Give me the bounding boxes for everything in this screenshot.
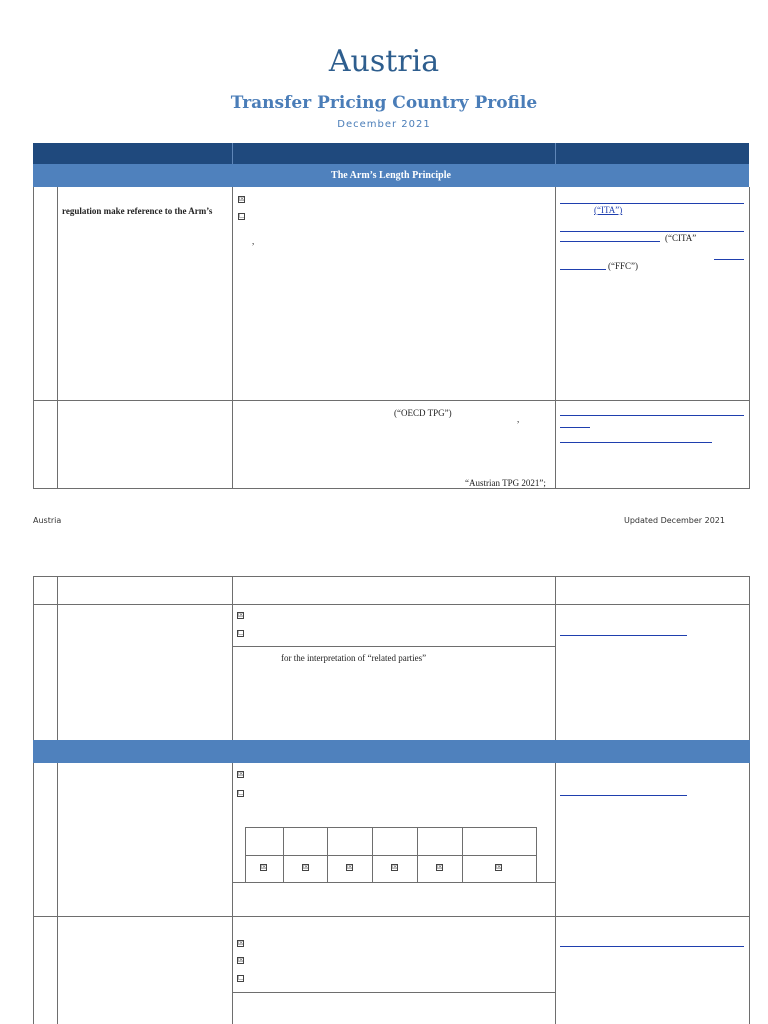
grid-border: [245, 855, 537, 856]
reference-link-ita[interactable]: [560, 203, 744, 204]
grid-col: [417, 827, 418, 883]
checkbox-option[interactable]: ☒: [238, 939, 245, 947]
cell-split: [232, 992, 555, 993]
grid-checkbox[interactable]: ☒: [261, 863, 268, 871]
grid-col: [462, 827, 463, 883]
checkbox-option[interactable]: ☐: [238, 974, 245, 982]
grid-checkbox[interactable]: ☒: [437, 863, 444, 871]
table-col-divider: [555, 576, 556, 740]
table-border: [33, 576, 750, 577]
table-border: [33, 488, 750, 489]
cell-split: [232, 646, 555, 647]
section-title-arms-length: The Arm’s Length Principle: [331, 170, 451, 181]
reference-ffc-label: (“FFC”): [608, 261, 638, 271]
reference-link-cita-line2[interactable]: [560, 241, 660, 242]
grid-col: [536, 827, 537, 883]
austrian-tpg-label: “Austrian TPG 2021”;: [465, 478, 546, 488]
table-col-divider: [555, 763, 556, 1024]
table-col-divider: [232, 763, 233, 1024]
grid-col: [372, 827, 373, 883]
grid-col: [327, 827, 328, 883]
page-subtitle: Transfer Pricing Country Profile: [230, 93, 538, 113]
comma-mark: ,: [252, 236, 255, 246]
table-col-divider: [232, 576, 233, 740]
table-header-band: [33, 143, 749, 164]
reference-link-ffc-line2[interactable]: [560, 269, 606, 270]
oecd-tpg-label: (“OECD TPG”): [394, 408, 452, 418]
checkbox-no[interactable]: ☐: [238, 789, 245, 797]
table-col-divider: [232, 187, 233, 489]
checkbox-yes[interactable]: ☒: [238, 770, 245, 778]
table-row-divider: [33, 916, 750, 917]
header-col-divider: [232, 143, 233, 164]
table-border: [749, 187, 750, 489]
reference-link[interactable]: [560, 946, 744, 947]
reference-link-cita[interactable]: [560, 231, 744, 232]
grid-checkbox[interactable]: ☒: [496, 863, 503, 871]
grid-border: [245, 827, 537, 828]
table-col-divider: [57, 576, 58, 740]
footer-country: Austria: [33, 516, 62, 525]
checkbox-option[interactable]: ☒: [238, 956, 245, 964]
checkbox-yes[interactable]: ☒: [239, 195, 246, 203]
table-col-divider: [57, 187, 58, 489]
reference-link-austrian-tpg[interactable]: [560, 442, 712, 443]
header-col-divider: [555, 143, 556, 164]
checkbox-no[interactable]: ☐: [239, 212, 246, 220]
footer-updated: Updated December 2021: [624, 516, 725, 525]
grid-checkbox[interactable]: ☒: [303, 863, 310, 871]
grid-col: [245, 827, 246, 883]
section-band: [33, 740, 750, 763]
table-row-divider: [33, 604, 750, 605]
grid-checkbox[interactable]: ☒: [392, 863, 399, 871]
table-col-divider: [555, 187, 556, 489]
reference-link-oecd-line2[interactable]: [560, 427, 590, 428]
comma-mark: ,: [517, 414, 520, 424]
reference-link-ffc[interactable]: [714, 259, 744, 260]
reference-link-oecd[interactable]: [560, 415, 744, 416]
checkbox-yes[interactable]: ☒: [238, 611, 245, 619]
table-border: [33, 187, 34, 489]
table-col-divider: [57, 763, 58, 1024]
reference-link-ita-label[interactable]: (“ITA”): [594, 205, 623, 215]
table-row-divider: [33, 400, 750, 401]
checkbox-no[interactable]: ☐: [238, 629, 245, 637]
page-date: December 2021: [337, 119, 431, 130]
question-text: regulation make reference to the Arm’s: [62, 206, 213, 216]
table-border: [749, 576, 750, 1024]
reference-link[interactable]: [560, 795, 687, 796]
grid-checkbox[interactable]: ☒: [347, 863, 354, 871]
cell-split: [232, 882, 555, 883]
reference-link[interactable]: [560, 635, 687, 636]
page-title: Austria: [328, 44, 440, 79]
table-border: [33, 576, 34, 1024]
grid-col: [283, 827, 284, 883]
related-parties-note: for the interpretation of “related parties”: [281, 653, 427, 663]
reference-cita-label: (“CITA”: [665, 233, 697, 243]
